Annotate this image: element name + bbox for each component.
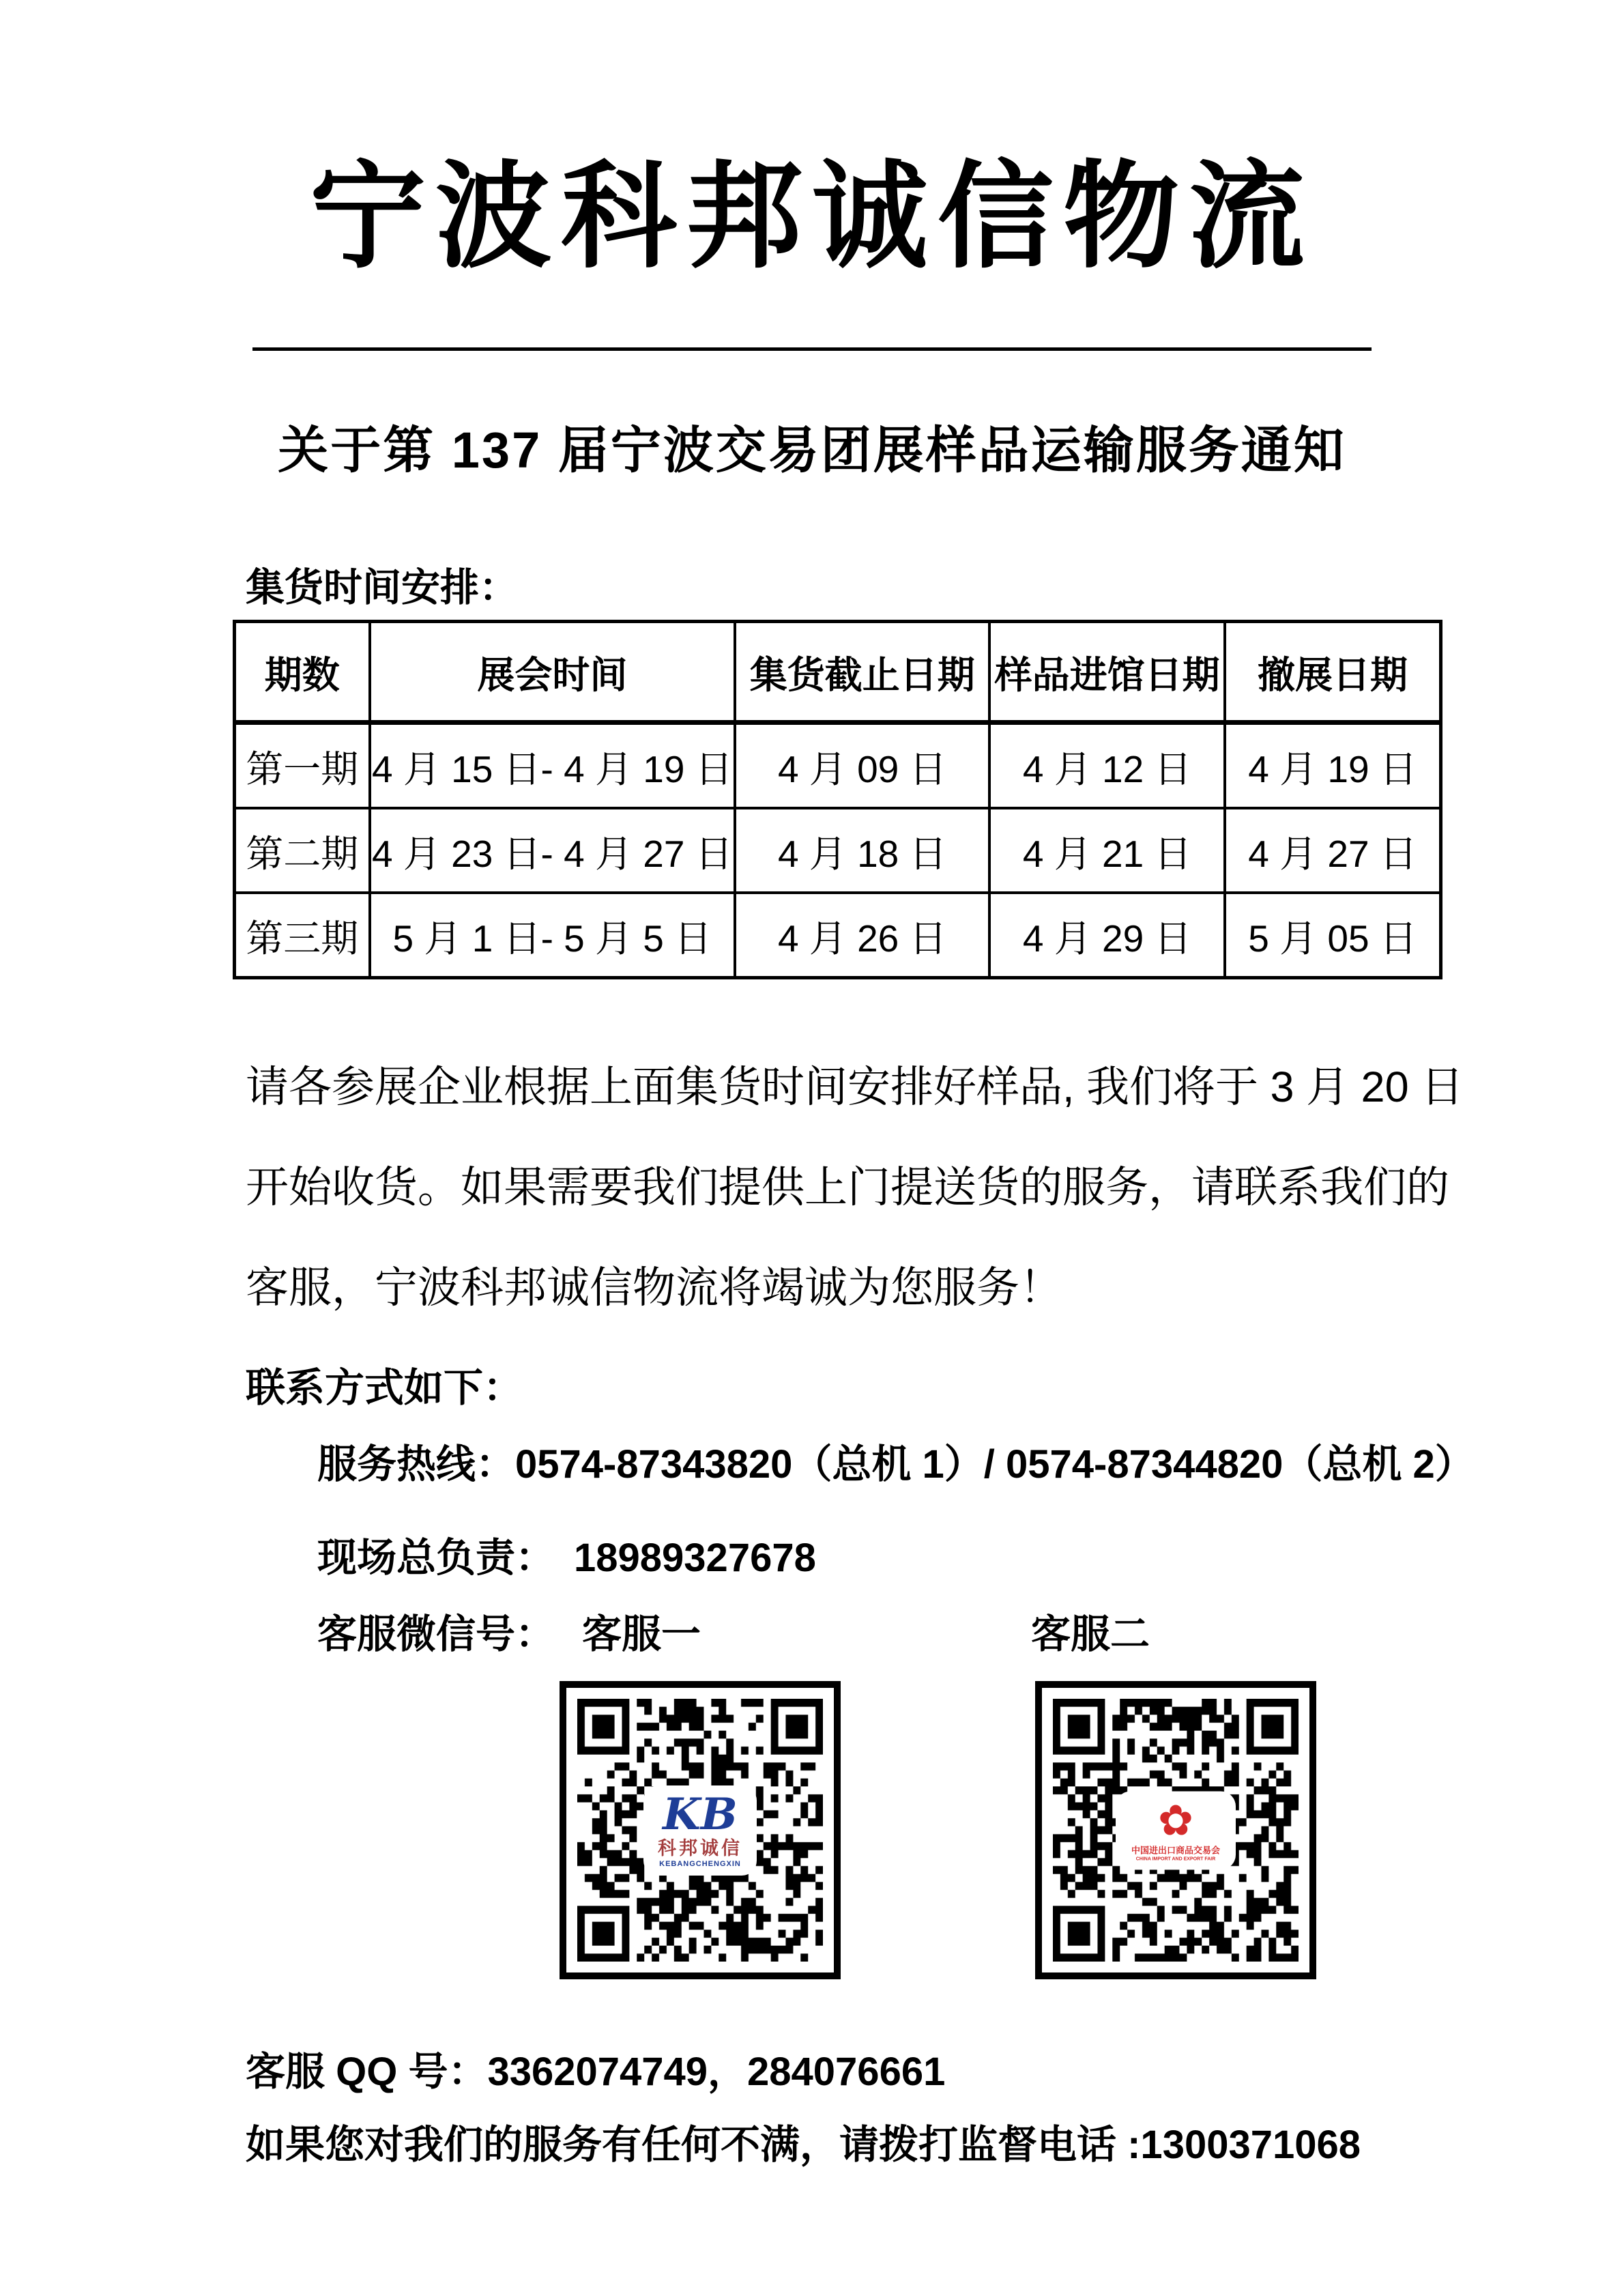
hotline-label: 服务热线： — [317, 1442, 516, 1487]
table-row — [235, 723, 1441, 809]
wechat-line — [317, 1610, 1624, 1659]
wechat-account-2-label: 客服二 — [1031, 1612, 1150, 1656]
table-cell: 5 月 1 日- 5 月 5 日 — [370, 893, 736, 978]
header-cargo-deadline: 集货截止日期 — [735, 622, 989, 723]
supervision-hotline-line: 如果您对我们的服务有任何不满，请拨打监督电话 :1300371068 — [246, 2123, 1361, 2167]
table-cell: 4 月 23 日- 4 月 27 日 — [370, 808, 736, 893]
table-row — [235, 808, 1441, 893]
schedule-table — [233, 620, 1442, 979]
table-cell: 第一期 — [235, 723, 370, 809]
company-title: 宁波科邦诚信物流 — [309, 148, 1314, 285]
table-cell: 5 月 05 日 — [1225, 893, 1440, 978]
notice-paragraph — [246, 1037, 1464, 1338]
contact-heading: 联系方式如下： — [246, 1366, 523, 1410]
table-cell: 4 月 21 日 — [989, 808, 1225, 893]
fair-logo-cn-text: 中国进出口商品交易会 — [1131, 1845, 1220, 1855]
header-period: 期数 — [235, 622, 370, 723]
wechat-label: 客服微信号： — [317, 1612, 555, 1656]
site-manager-number: 18989327678 — [574, 1536, 816, 1580]
qr-code-row — [560, 1681, 1624, 1979]
site-manager-line — [317, 1534, 1624, 1583]
table-cell: 4 月 18 日 — [735, 808, 989, 893]
header-fair-time: 展会时间 — [370, 622, 736, 723]
header-sample-entry: 样品进馆日期 — [989, 622, 1225, 723]
kb-logo-mark: KB — [663, 1788, 738, 1840]
table-cell: 4 月 26 日 — [735, 893, 989, 978]
table-header-row — [235, 622, 1441, 723]
table-cell: 4 月 19 日 — [1225, 723, 1440, 809]
notice-subtitle: 关于第 137 届宁波交易团展样品运输服务通知 — [278, 422, 1346, 478]
kebang-wechat-qr — [560, 1681, 841, 1979]
table-cell: 4 月 09 日 — [735, 723, 989, 809]
hotline-line — [317, 1440, 1624, 1489]
table-cell: 4 月 29 日 — [989, 893, 1225, 978]
flower-icon: ✿ — [1158, 1797, 1193, 1844]
fair-logo-en-text: CHINA IMPORT AND EXPORT FAIR — [1135, 1856, 1216, 1861]
kb-logo-cn-text: 科邦诚信 — [658, 1837, 742, 1859]
kebang-logo — [643, 1785, 757, 1876]
notice-line: 请各参展企业根据上面集货时间安排好样品, 我们将于 3 月 20 日 — [246, 1063, 1464, 1111]
notice-line: 开始收货。如果需要我们提供上门提送货的服务，请联系我们的 — [246, 1164, 1449, 1211]
wechat-account-1-label: 客服一 — [582, 1612, 701, 1656]
table-cell: 第二期 — [235, 808, 370, 893]
canton-fair-wechat-qr — [1035, 1681, 1316, 1979]
title-divider — [252, 347, 1372, 351]
table-row — [235, 893, 1441, 978]
header-teardown: 撤展日期 — [1225, 622, 1440, 723]
schedule-intro: 集货时间安排： — [246, 566, 518, 609]
hotline-numbers: 0574-87343820（总机 1）/ 0574-87344820（总机 2） — [515, 1442, 1475, 1487]
kb-logo-en-text: KEBANGCHENGXIN — [659, 1859, 741, 1868]
table-cell: 4 月 12 日 — [989, 723, 1225, 809]
table-cell: 4 月 15 日- 4 月 19 日 — [370, 723, 736, 809]
canton-fair-logo — [1116, 1791, 1236, 1869]
notice-line: 客服，宁波科邦诚信物流将竭诚为您服务！ — [246, 1264, 1062, 1312]
qq-contact-line: 客服 QQ 号：3362074749，284076661 — [246, 2050, 946, 2094]
site-manager-label: 现场总负责： — [317, 1536, 555, 1580]
table-cell: 第三期 — [235, 893, 370, 978]
table-cell: 4 月 27 日 — [1225, 808, 1440, 893]
